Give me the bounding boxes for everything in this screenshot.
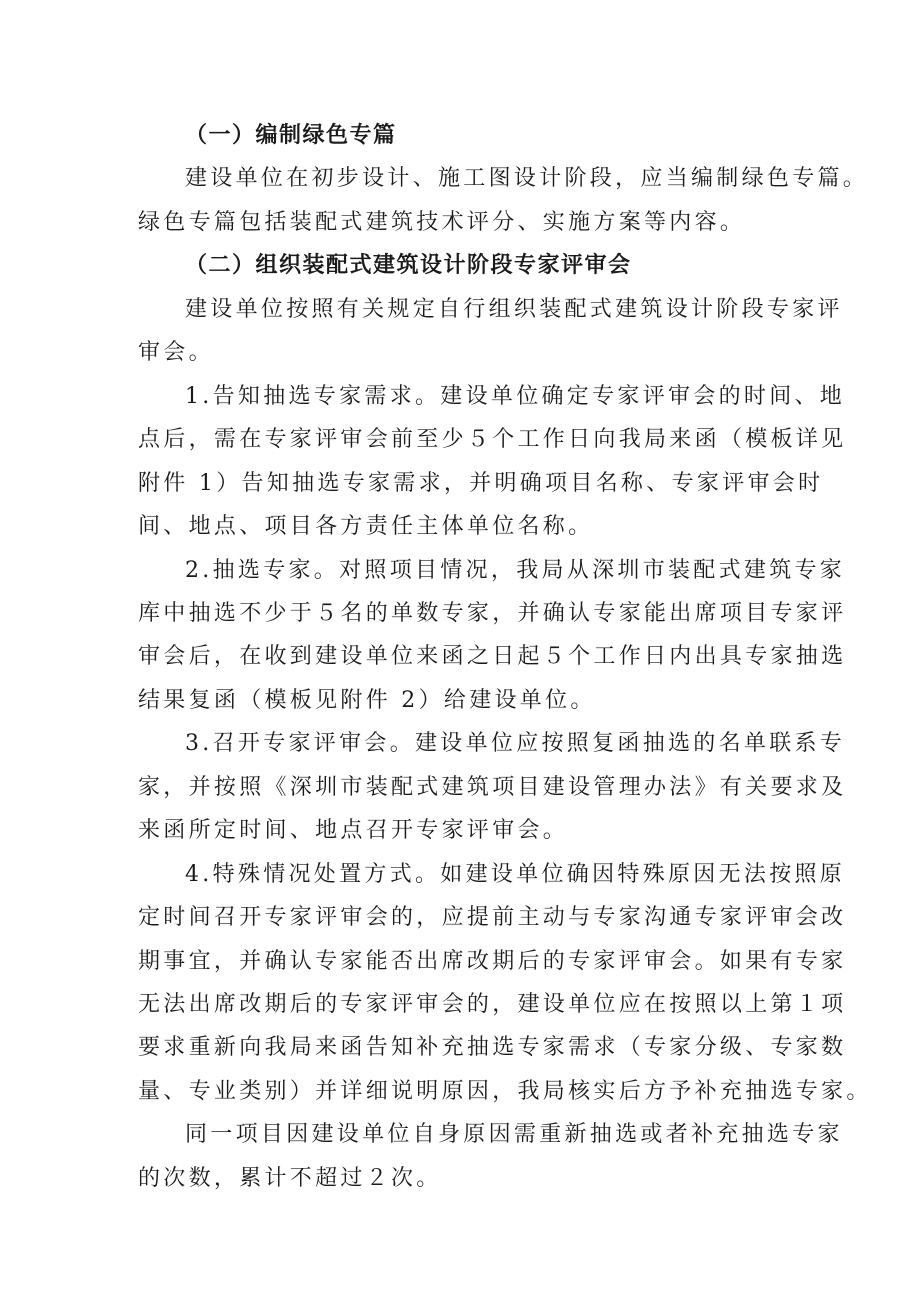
paragraph-first-line: 4.特殊情况处置方式。如建设单位确因特殊原因无法按照原 bbox=[185, 861, 846, 887]
paragraph-line: 要求重新向我局来函告知补充抽选专家需求（专家分级、专家数 bbox=[138, 1035, 847, 1061]
section-heading: （二）组织装配式建筑设计阶段专家评审会 bbox=[185, 253, 632, 279]
paragraph-first-line: 建设单位按照有关规定自行组织装配式建筑设计阶段专家评 bbox=[185, 296, 843, 322]
paragraph-line: 审会。 bbox=[138, 340, 214, 366]
paragraph-line: 审会后，在收到建设单位来函之日起５个工作日内出具专家抽选 bbox=[138, 644, 847, 670]
paragraph-line: 家，并按照《深圳市装配式建筑项目建设管理办法》有关要求及 bbox=[138, 774, 847, 800]
paragraph-line: 点后，需在专家评审会前至少５个工作日向我局来函（模板详见 bbox=[138, 427, 847, 453]
section-heading: （一）编制绿色专篇 bbox=[185, 123, 397, 148]
paragraph-line: 量、专业类别）并详细说明原因，我局核实后方予补充抽选专家。 bbox=[138, 1078, 872, 1104]
paragraph-line: 无法出席改期后的专家评审会的，建设单位应在按照以上第１项 bbox=[138, 992, 847, 1017]
paragraph-line: 结果复函（模板见附件 2）给建设单位。 bbox=[138, 687, 596, 713]
paragraph-first-line: 建设单位在初步设计、施工图设计阶段，应当编制绿色专篇。 bbox=[185, 166, 869, 192]
paragraph-first-line: 3.召开专家评审会。建设单位应按照复函抽选的名单联系专 bbox=[185, 731, 846, 757]
paragraph-line: 绿色专篇包括装配式建筑技术评分、实施方案等内容。 bbox=[138, 209, 746, 235]
paragraph-line: 期事宜，并确认专家能否出席改期后的专家评审会。如果有专家 bbox=[138, 948, 847, 974]
paragraph-first-line: 2.抽选专家。对照项目情况，我局从深圳市装配式建筑专家 bbox=[185, 557, 846, 583]
paragraph-line: 来函所定时间、地点召开专家评审会。 bbox=[138, 818, 569, 844]
paragraph-line: 的次数，累计不超过２次。 bbox=[138, 1165, 442, 1191]
paragraph-line: 间、地点、项目各方责任主体单位名称。 bbox=[138, 514, 594, 540]
paragraph-line: 附件 1）告知抽选专家需求，并明确项目名称、专家评审会时 bbox=[138, 470, 824, 496]
paragraph-line: 定时间召开专家评审会的，应提前主动与专家沟通专家评审会改 bbox=[138, 905, 847, 931]
paragraph-first-line: 1.告知抽选专家需求。建设单位确定专家评审会的时间、地 bbox=[185, 383, 846, 409]
paragraph-first-line: 同一项目因建设单位自身原因需重新抽选或者补充抽选专家 bbox=[185, 1122, 843, 1148]
paragraph-line: 库中抽选不少于５名的单数专家，并确认专家能出席项目专家评 bbox=[138, 600, 847, 626]
